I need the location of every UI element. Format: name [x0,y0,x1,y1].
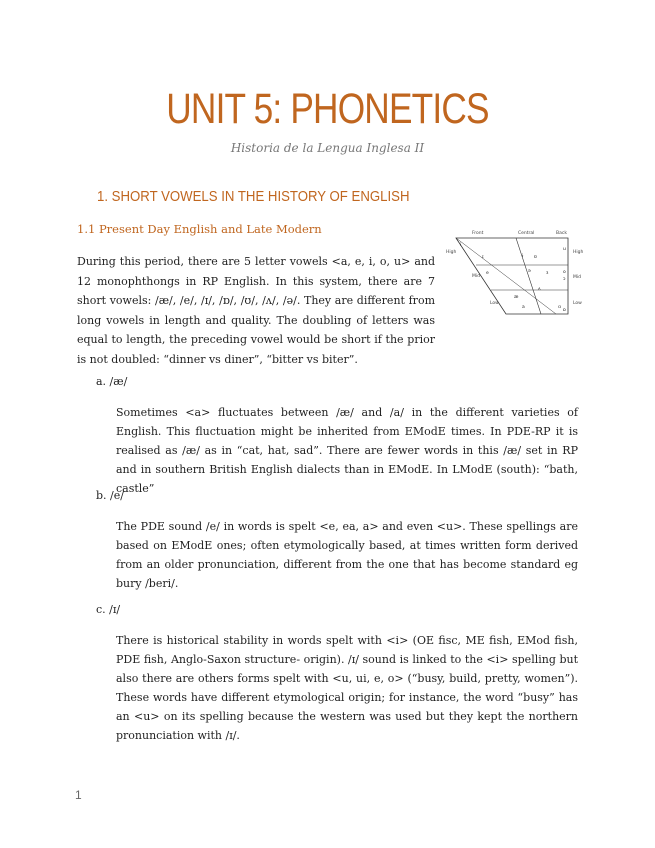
vowel-symbol: ɪ [482,255,484,260]
vowel-chart [446,228,588,320]
item-text-e: The PDE sound /e/ in words is spelt <e, ea, a> and even <u>. These spellings are based on EModE ones; often etymologically based, at times written form derived from an older pronunciation, different from the one that has become standard eg bury /beri/. [116,520,578,590]
item-text-i: There is historical stability in words spelt with <i> (OE fisc, ME fish, EMod fish, PDE fish, Anglo-Saxon structure- origin). /ɪ/ sound is linked to the <i> spelling but also there are others forms spelt with <u, ui, e, o> (“busy, build, pretty, women”). These words have different etymological origin; for instance, the word “busy” has an <u> on its spelling because the western was used but they kept the northern pronunciation with /ɪ/. [116,634,578,742]
vowel-symbol: ə [528,269,531,274]
vowel-symbol: ɑ [558,305,561,310]
vowel-symbol: ɜ [546,271,549,276]
vowel-symbol: æ [514,295,519,300]
vowel-chart-row-high: High [446,250,457,255]
page-title: UNIT 5: PHONETICS [166,85,489,133]
vowel-chart-side-low: Low [573,301,582,306]
item-text-ae: Sometimes <a> fluctuates between /æ/ and /a/ in the different varieties of English. This fluctuation might be inherited from EModE times. In PDE-RP it is realised as /æ/ as in “cat, hat, sad”. There are fewer words in this /æ/ set in RP and in southern British English dialects than in EModE. In LModE (south): “bath, castle” [116,406,578,495]
vowel-symbol: ɨ [522,254,524,259]
vowel-chart-side-high: High [573,250,584,255]
vowel-symbol: i [460,243,462,248]
item-label-i: c. /ɪ/ [96,603,121,616]
page-number: 1 [75,788,82,802]
vowel-symbol: o [563,270,566,275]
vowel-symbol: ɔ [563,277,566,282]
vowel-chart-col-back: Back [556,231,567,236]
vowel-chart-col-front: Front [472,231,484,236]
subsection-heading: 1.1 Present Day English and Late Modern [77,222,322,236]
vowel-chart-diagonal-line [456,238,556,314]
item-label-ae: a. /æ/ [96,375,128,388]
vowel-symbol: u [563,247,566,252]
vowel-chart-central-line [516,238,541,314]
item-label-e: b. /e/ [96,489,124,502]
vowel-chart-side-mid: Mid [573,275,581,280]
vowel-chart-col-central: Central [518,231,535,236]
vowel-chart-row-low: Low [490,301,499,306]
intro-paragraph: During this period, there are 5 letter vowels <a, e, i, o, u> and 12 monophthongs in RP English. In this system, there are 7 short vowels: /æ/, /e/, /ɪ/, /ɒ/, /ʊ/, /ʌ/, /ə/. They are different from long vowels in length and quality. The doubling of letters was equal to length, the preceding vowel would be short if the prior is not doubled: “dinner vs diner”, “bitter vs biter”. [77,255,435,366]
section-heading: 1. SHORT VOWELS IN THE HISTORY OF ENGLISH [97,188,410,205]
vowel-symbol: ɒ [563,308,566,313]
page-subtitle: Historia de la Lengua Inglesa II [230,141,425,155]
vowel-symbol: e [486,271,489,276]
vowel-chart-row-mid: Mid [472,274,480,279]
vowel-symbol: ʌ [538,287,541,292]
vowel-symbol: ʊ [534,255,537,260]
vowel-symbol: a [522,305,525,310]
